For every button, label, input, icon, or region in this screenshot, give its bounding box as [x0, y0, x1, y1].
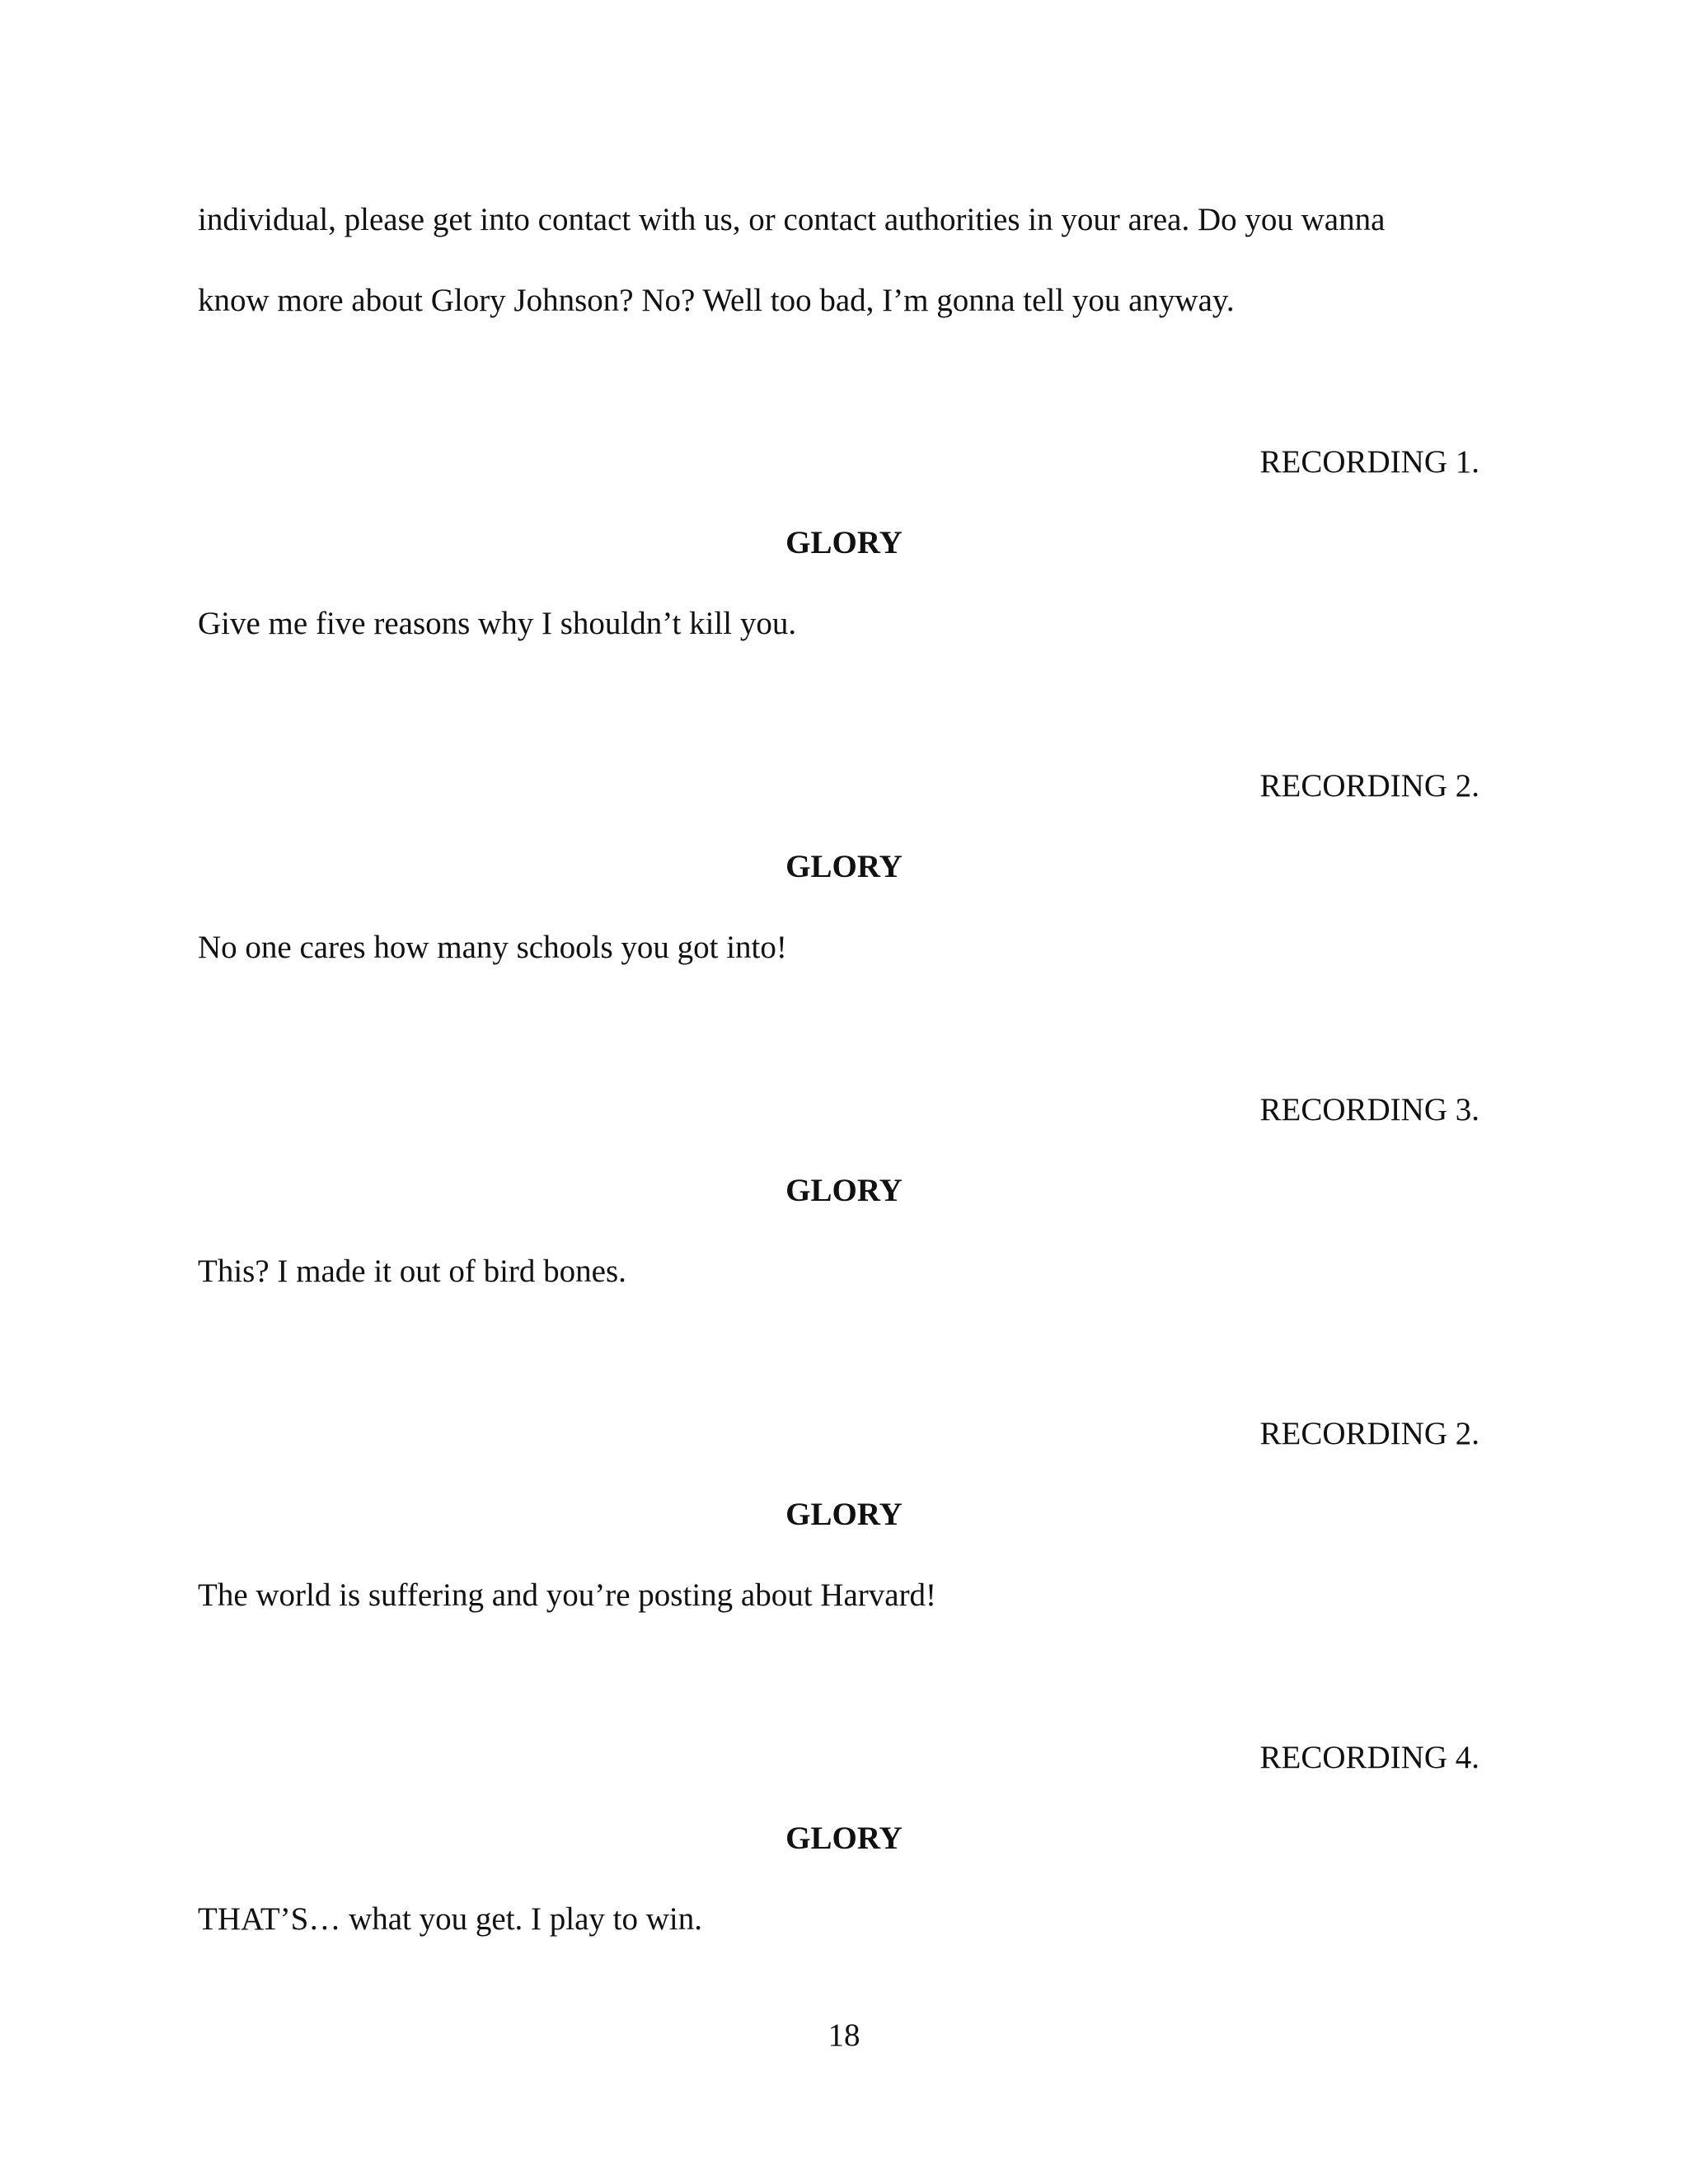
dialogue-line: The world is suffering and you’re posting about Harvard!	[198, 1577, 937, 1613]
intro-line-2: know more about Glory Johnson? No? Well too bad, I’m gonna tell you anyway.	[198, 283, 1235, 318]
dialogue-line: This? I made it out of bird bones.	[198, 1254, 626, 1289]
character-name: GLORY	[785, 1497, 903, 1532]
dialogue-line: THAT’S… what you get. I play to win.	[198, 1901, 703, 1937]
dialogue-line: Give me five reasons why I shouldn’t kill you.	[198, 606, 797, 641]
character-name: GLORY	[785, 1821, 903, 1856]
recording-label: RECORDING 3.	[1259, 1092, 1479, 1127]
character-name: GLORY	[785, 525, 903, 560]
recording-label: RECORDING 4.	[1259, 1740, 1479, 1775]
recording-label: RECORDING 1.	[1259, 444, 1479, 480]
intro-line-1: individual, please get into contact with us, or contact authorities in your area. Do you wanna	[198, 202, 1386, 237]
character-name: GLORY	[785, 1173, 903, 1208]
recording-label: RECORDING 2.	[1259, 1416, 1479, 1451]
character-name: GLORY	[785, 849, 903, 884]
dialogue-line: No one cares how many schools you got into!	[198, 930, 787, 965]
recording-label: RECORDING 2.	[1259, 768, 1479, 804]
page-number: 18	[828, 2018, 860, 2053]
